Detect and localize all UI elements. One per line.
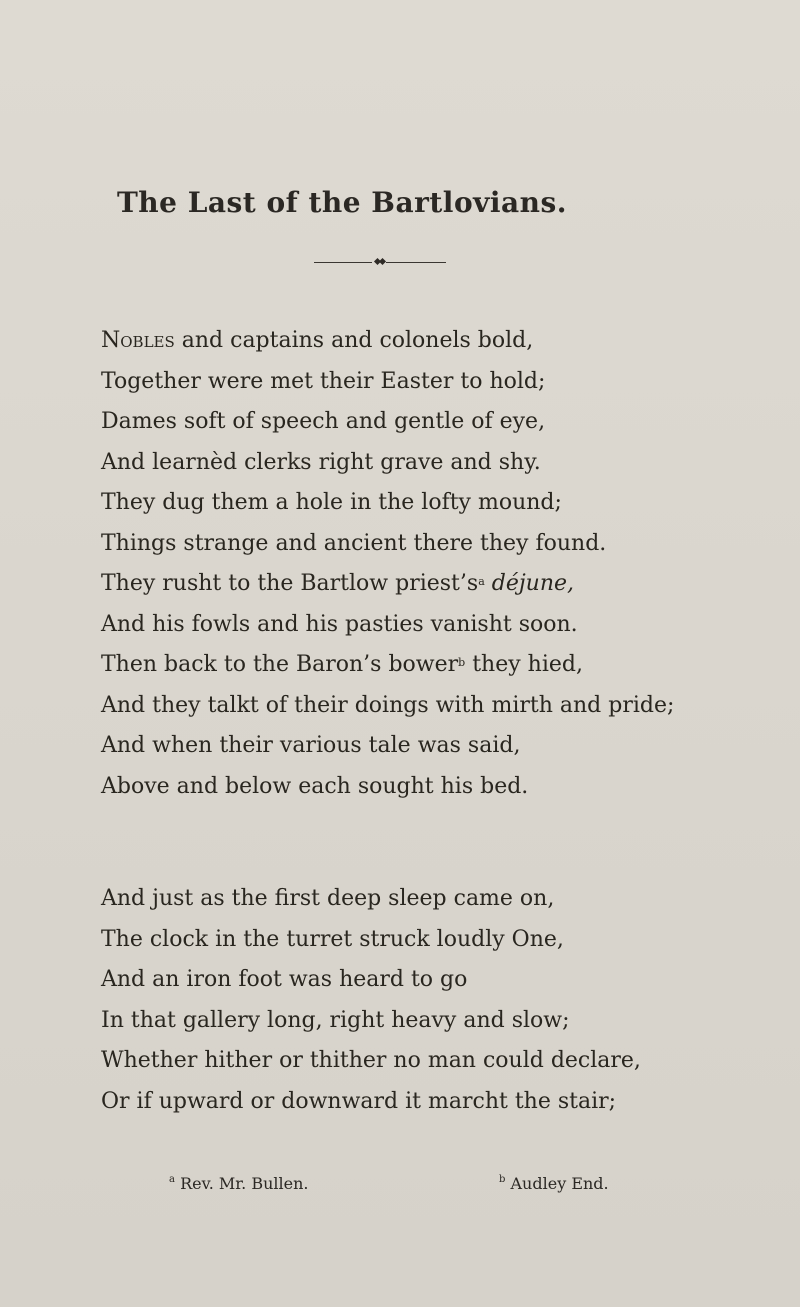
- stanza-1: [101, 321, 791, 807]
- verse-text: they hied,: [465, 652, 583, 677]
- divider-line-left: [314, 262, 372, 263]
- footnote-b-text: Audley End.: [510, 1174, 609, 1193]
- verse-line: [101, 321, 791, 362]
- verse-line: [101, 564, 791, 605]
- footnote-a-text: Rev. Mr. Bullen.: [180, 1174, 309, 1193]
- stanza-2: [101, 879, 791, 1122]
- verse-text: and captains and colonels bold,: [174, 328, 534, 353]
- verse-line: And an iron foot was heard to go: [101, 967, 468, 992]
- verse-line: And just as the first deep sleep came on,: [101, 886, 555, 911]
- verse-line: And they talkt of their doings with mirth and pride;: [101, 692, 675, 718]
- verse-italic-word: déjune,: [484, 571, 575, 596]
- divider-line-right: [386, 262, 446, 263]
- footnote-mark-a: a: [478, 575, 485, 588]
- ornamental-divider: [314, 258, 446, 268]
- footnote-a-mark: a: [169, 1174, 175, 1185]
- verse-line: Things strange and ancient there they found.: [101, 530, 607, 556]
- verse-line: Or if upward or downward it marcht the stair;: [101, 1088, 617, 1114]
- footnote-b-mark: b: [499, 1174, 506, 1185]
- verse-line: Together were met their Easter to hold;: [101, 368, 546, 394]
- verse-line: And learnèd clerks right grave and shy.: [101, 449, 541, 475]
- verse-line: Dames soft of speech and gentle of eye,: [101, 409, 546, 434]
- verse-text: They rusht to the Bartlow priest’s: [101, 571, 479, 596]
- verse-line: Above and below each sought his bed.: [101, 773, 529, 799]
- verse-line: They dug them a hole in the lofty mound;: [101, 490, 562, 515]
- footnote-a: [169, 1174, 309, 1193]
- verse-line: Whether hither or thither no man could declare,: [101, 1048, 641, 1073]
- verse-lead-word: Nobles: [101, 328, 175, 353]
- poem-title: The Last of the Bartlovians.: [116, 186, 568, 219]
- verse-line: In that gallery long, right heavy and slow;: [101, 1007, 570, 1033]
- footnote-b: [499, 1174, 609, 1193]
- verse-text: Then back to the Baron’s bower: [101, 652, 459, 677]
- verse-line: And when their various tale was said,: [101, 733, 521, 758]
- divider-diamond-right: [379, 258, 386, 265]
- verse-line: The clock in the turret struck loudly One,: [101, 926, 564, 952]
- verse-line: [101, 645, 791, 686]
- verse-line: And his fowls and his pasties vanisht soon.: [101, 611, 578, 637]
- footnote-mark-b: b: [458, 656, 466, 669]
